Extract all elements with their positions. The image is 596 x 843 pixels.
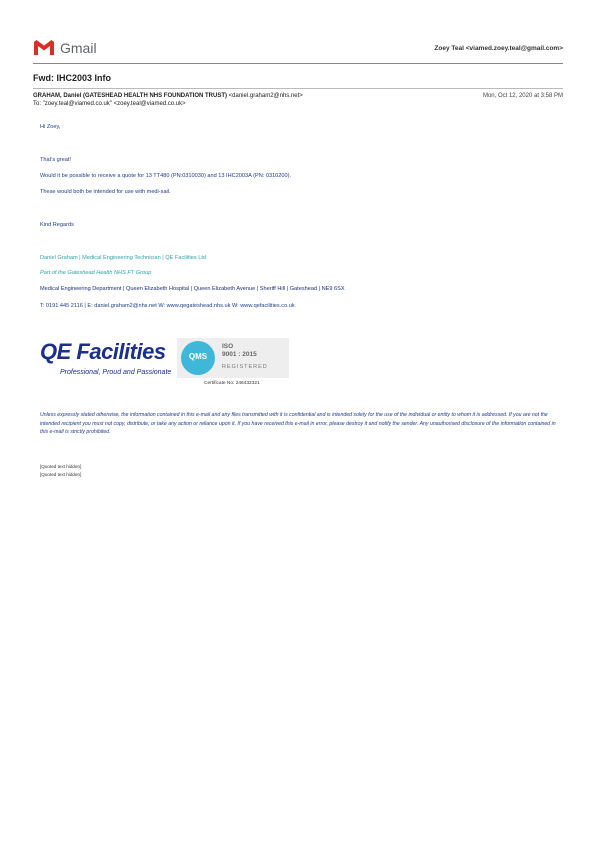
iso-line2: 9001 : 2015 — [222, 351, 257, 358]
closing: Kind Regards — [40, 222, 74, 228]
account-email: Zoey Teal <viamed.zoey.teal@gmail.com> — [434, 45, 563, 52]
qms-label: QMS — [188, 352, 208, 361]
legal-disclaimer: Unless expressly stated otherwise, the information contained in this e-mail and any files transmitted with it is confidential and is intended solely for the use of the individual or entity to whom it is addressed. If you are not the intended recipient you must not copy, distribute, or take any action or reliance upon it. If you have received this e-mail in error, please destroy it and notify the sender. Any unauthorised disclosure of the information contained in this e-mail is strictly prohibited. — [40, 412, 556, 435]
sender-line — [33, 93, 303, 99]
iso-label — [222, 343, 257, 359]
app-name: Gmail — [60, 40, 97, 56]
body-line: Would it be possible to receive a quote for 13 TT480 (PN:0310030) and 13 IHC2003A (PN: 0310200). — [40, 173, 292, 179]
greeting: Hi Zoey, — [40, 124, 61, 130]
sender-email: <daniel.graham2@nhs.net> — [228, 93, 303, 99]
body-line: That’s great! — [40, 157, 71, 163]
divider — [33, 63, 563, 64]
qe-facilities-logo — [40, 339, 175, 385]
certificate-number: Certificate No: 246432321 — [204, 381, 260, 386]
recipient-line: To: "zoey.teal@viamed.co.uk" <zoey.teal@viamed.co.uk> — [33, 101, 186, 107]
quoted-text-toggle[interactable]: [Quoted text hidden] — [40, 472, 82, 477]
signature-name: Daniel Graham | Medical Engineering Technician | QE Facilities Ltd — [40, 255, 207, 261]
iso-certification-badge — [177, 338, 289, 378]
iso-line1: ISO — [222, 343, 234, 350]
body-line: These would both be intended for use with medi-sail. — [40, 189, 171, 195]
quoted-text-toggle[interactable]: [Quoted text hidden] — [40, 464, 82, 469]
signature-contact: T: 0191 445 2116 | E: daniel.graham2@nhs.net W: www.qegateshead.nhs.uk W: www.qefacilities.co.uk — [40, 303, 295, 309]
signature-address: Medical Engineering Department | Queen Elizabeth Hospital | Queen Elizabeth Avenue | Sheriff Hill | Gateshead | NE9 6SX — [40, 286, 345, 292]
qe-logo-tagline: Professional, Proud and Passionate — [60, 369, 172, 376]
email-date: Mon, Oct 12, 2020 at 3:58 PM — [482, 93, 563, 99]
signature-group: Part of the Gateshead Health NHS FT Group — [40, 270, 152, 276]
divider — [33, 88, 563, 89]
sender-name: GRAHAM, Daniel (GATESHEAD HEALTH NHS FOUNDATION TRUST) — [33, 93, 227, 99]
gmail-logo-icon — [33, 39, 55, 56]
email-subject: Fwd: IHC2003 Info — [33, 73, 112, 83]
iso-registered: REGISTERED — [222, 364, 268, 370]
qe-logo-title: QE Facilities — [40, 339, 166, 364]
